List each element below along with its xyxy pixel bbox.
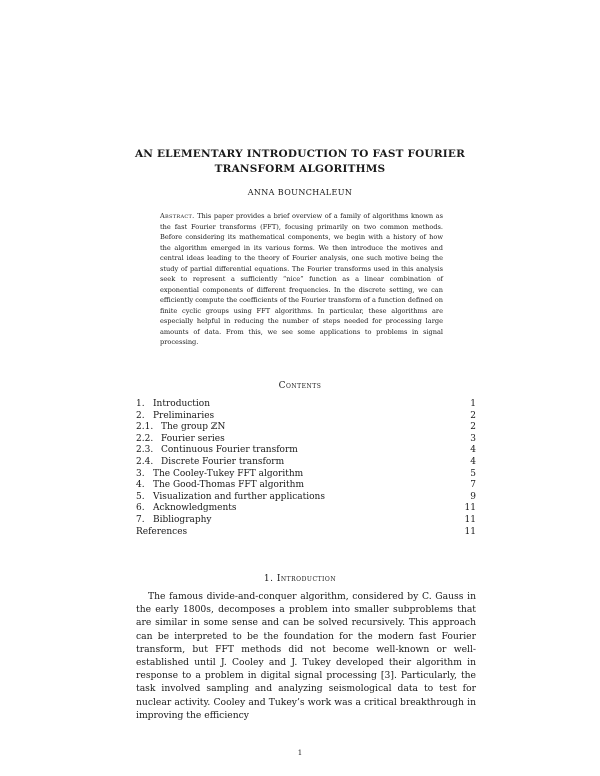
- section-heading: 1. Introduction: [263, 574, 337, 584]
- toc-entry[interactable]: [136, 492, 476, 504]
- title-line-2: TRANSFORM ALGORITHMS: [214, 163, 386, 175]
- toc-entry-number: 5.: [136, 491, 145, 502]
- toc-entry[interactable]: [136, 434, 476, 446]
- toc-entry-title: Discrete Fourier transform: [161, 456, 285, 467]
- toc-entry-title: Acknowledgments: [153, 503, 237, 514]
- toc-entry-page: 5: [470, 468, 476, 479]
- toc-entry-page: 3: [470, 433, 476, 444]
- toc-entry[interactable]: [136, 399, 476, 411]
- body-paragraph: [136, 590, 476, 722]
- toc-entry[interactable]: [136, 411, 476, 423]
- toc-entry-page: 7: [470, 480, 476, 491]
- toc-entry-page: 2: [470, 410, 476, 421]
- abstract-text: This paper provides a brief overview of a family of algorithms known as the fast Fourier transforms (FFT), focusing primarily on two common methods. Before considering its mathematical components, we begin with a history of how the algorithm emerged in its various forms. We then introduce the motives and central ideas leading to the theory of Fourier analysis, one such motive being the study of partial differential equations. The Fourier transforms used in this analysis seek to represent a sufficiently “nice” function as a linear combination of exponential components of different frequencies. In the discrete setting, we can efficiently compute the coefficients of the Fourier transform of a function defined on finite cyclic groups using FFT algorithms. In particular, these algorithms are especially helpful in reducing the number of steps needed for processing large amounts of data. From this, we see some applications to problems in signal processing.: [160, 212, 443, 346]
- contents-heading: Contents: [278, 381, 322, 391]
- toc-entry-number: 2.3.: [136, 445, 154, 456]
- toc-entry-number: 2.: [136, 410, 145, 421]
- toc-entry-page: 11: [464, 503, 476, 514]
- toc-entry-title: The group ℤN: [161, 422, 226, 433]
- toc-entry[interactable]: [136, 445, 476, 457]
- toc-entry-page: 11: [464, 514, 476, 525]
- toc-entry-page: 2: [470, 422, 476, 433]
- toc-entry[interactable]: [136, 515, 476, 527]
- toc-entry-number: 6.: [136, 503, 145, 514]
- toc-entry-title: Preliminaries: [153, 410, 215, 421]
- toc-entry-title: The Cooley-Tukey FFT algorithm: [153, 468, 304, 479]
- toc-entry-title: Fourier series: [161, 433, 225, 444]
- toc-entry-title: Introduction: [153, 399, 210, 409]
- abstract: [160, 211, 443, 348]
- toc-entry-page: 1: [470, 399, 476, 409]
- toc-entry[interactable]: [136, 503, 476, 515]
- title-line-1: AN ELEMENTARY INTRODUCTION TO FAST FOURIER: [134, 148, 466, 160]
- toc-entry-page: 11: [464, 526, 476, 537]
- abstract-label: Abstract.: [160, 212, 195, 220]
- toc-entry-number: 2.4.: [136, 456, 154, 467]
- toc-entry[interactable]: [136, 527, 476, 539]
- author-name: ANNA BOUNCHALEUN: [247, 188, 353, 197]
- table-of-contents: [136, 399, 476, 538]
- page-number: 1: [297, 749, 303, 757]
- toc-entry-number: 7.: [136, 514, 145, 525]
- toc-entry-title: Bibliography: [153, 514, 212, 525]
- paper-title: [100, 147, 500, 177]
- toc-entry[interactable]: [136, 480, 476, 492]
- toc-entry-number: 4.: [136, 480, 145, 491]
- toc-entry-page: 4: [470, 445, 476, 456]
- toc-entry[interactable]: [136, 469, 476, 481]
- toc-entry-title: The Good-Thomas FFT algorithm: [153, 480, 304, 491]
- toc-entry[interactable]: [136, 422, 476, 434]
- toc-entry-number: 3.: [136, 468, 145, 479]
- toc-entry-title: Continuous Fourier transform: [161, 445, 298, 456]
- toc-entry-number: 2.2.: [136, 433, 154, 444]
- toc-entry-number: 2.1.: [136, 422, 154, 433]
- toc-entry-page: 4: [470, 456, 476, 467]
- toc-entry-number: 1.: [136, 399, 145, 409]
- toc-entry[interactable]: [136, 457, 476, 469]
- toc-entry-title: References: [136, 526, 188, 537]
- toc-entry-page: 9: [470, 491, 476, 502]
- paragraph-text: The famous divide-and-conquer algorithm, considered by C. Gauss in the early 1800s, decomposes a problem into smaller subproblems that are similar in some sense and can be solved recursively. This approach can be interpreted to be the foundation for the modern fast Fourier transform, but FFT methods did not become well-known or well-established until J. Cooley and J. Tukey developed their algorithm in response to a problem in digital signal processing [3]. Particularly, the task involved sampling and analyzing seismological data to test for nuclear activity. Cooley and Tukey’s work was a critical breakthrough in improving the efficiency: [136, 591, 476, 721]
- toc-entry-title: Visualization and further applications: [153, 491, 325, 502]
